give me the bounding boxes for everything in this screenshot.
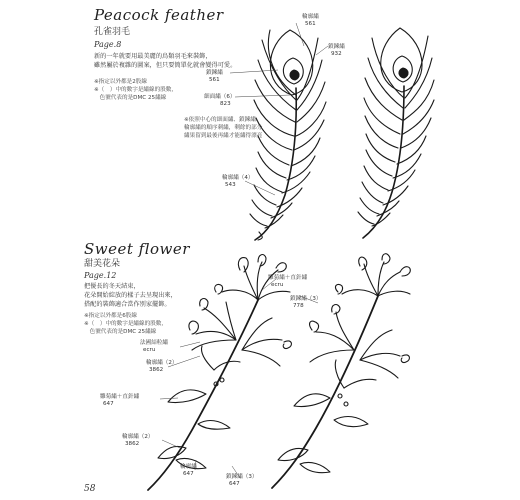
label-outline-stitch-3862-a: 輪廓繡（2） 3862: [146, 360, 178, 373]
flower-page-ref: Page.12: [84, 271, 117, 280]
peacock-title: Peacock feather: [94, 6, 224, 24]
label-outline-stitch-561: 輪廓繡 561: [302, 14, 319, 27]
flower-title: Sweet flower: [84, 240, 190, 258]
peacock-order-note: ※依照中心的細面繡、鎖鍊繡、 輪廓繡的順序刺繡，剩餘的部分 繡果留到最後再繡才能繡得漂亮: [184, 117, 263, 139]
flower-notes: ※指定以外都是6股線 ※（ ）中的數字是繡線的股數， 色號代表的是DMC 25繡線: [84, 313, 167, 335]
label-outline-stitch-3862-b: 輪廓繡（2） 3862: [122, 434, 154, 447]
flower-description: 把優長的冬天結束， 花朵開始綻放的樣子去呈現出來， 搭配的裝飾適合當作別家擺飾。: [84, 283, 177, 308]
label-chain-stitch-561: 鎖鍊繡 561: [206, 70, 223, 83]
label-chain-stitch-647: 鎖鍊繡（3） 647: [226, 474, 258, 487]
label-satin-stitch-823: 細面繡（6） 823: [204, 94, 236, 107]
peacock-description: 新的一年就要用最美麗的鳥類羽毛來裝飾， 雖然屬於複雜的圖案，但只要簡單化就會變得可愛。: [94, 53, 237, 69]
peacock-notes: ※指定以外都是2股線 ※（ ）中的數字是繡線的股數， 色號代表的是DMC 25繡線: [94, 79, 177, 101]
label-outline-stitch-543: 輪廓繡（4） 543: [222, 175, 254, 188]
flower-subtitle: 甜美花朵: [84, 259, 121, 269]
peacock-subtitle: 孔雀羽毛: [94, 27, 131, 37]
label-french-knot-ecru: 法國結粒繡 ecru: [140, 340, 168, 353]
label-outline-stitch-647: 輪廓繡 647: [180, 464, 197, 477]
label-chain-stitch-778: 鎖鍊繡（3） 778: [290, 296, 322, 309]
label-chain-stitch-932: 鎖鍊繡 932: [328, 44, 345, 57]
label-lazy-daisy-ecru: 雛菊繡＋直針繡 ecru: [268, 275, 308, 288]
peacock-page-ref: Page.8: [94, 40, 122, 49]
page-number: 58: [84, 484, 96, 494]
label-lazy-daisy-647: 雛菊繡＋直針繡 647: [100, 394, 140, 407]
